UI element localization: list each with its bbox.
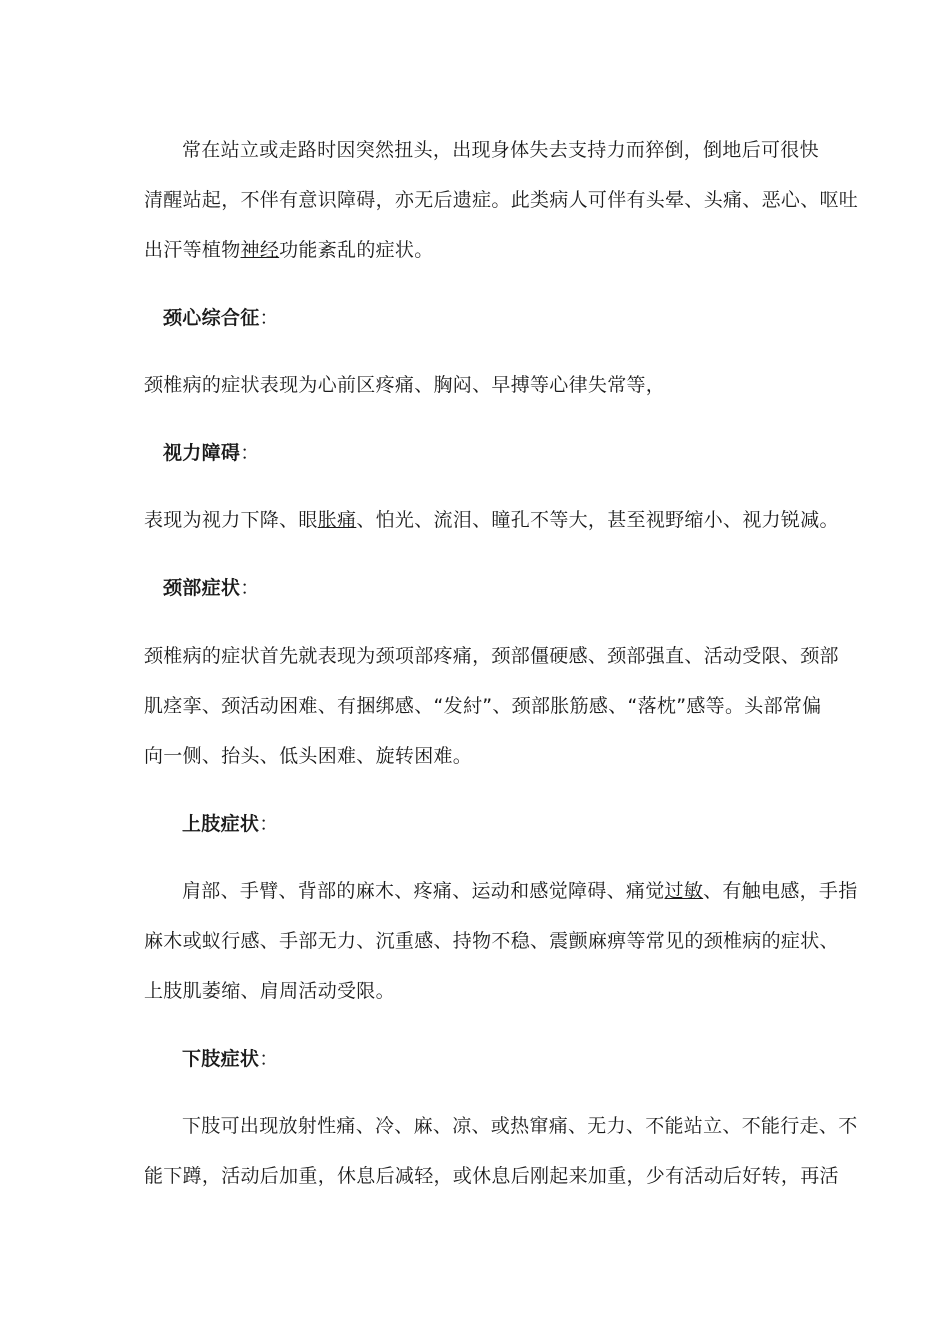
- heading-colon: ：: [259, 813, 279, 835]
- link-zhangtong[interactable]: 胀痛: [317, 509, 357, 531]
- text-line: 能下蹲，活动后加重，休息后减轻，或休息后刚起来加重，少有活动后好转，再活: [144, 1165, 839, 1187]
- heading-colon: ：: [240, 577, 260, 599]
- text-span: 表现为视力下降、眼: [144, 509, 318, 531]
- paragraph-lower-limb: [144, 1101, 858, 1201]
- heading-colon: ：: [259, 307, 279, 329]
- link-shenjing[interactable]: 神经: [240, 239, 280, 261]
- text-line: 颈椎病的症状首先就表现为颈项部疼痛，颈部僵硬感、颈部强直、活动受限、颈部: [144, 645, 839, 667]
- heading-vision: [163, 438, 260, 468]
- heading-title: 颈心综合征: [163, 307, 260, 329]
- text-span: 功能紊乱的症状。: [279, 239, 434, 261]
- text-line: [144, 866, 858, 916]
- text-span: 、有触电感，手指: [703, 880, 858, 902]
- text-line: 常在站立或走路时因突然扭头，出现身体失去支持力而猝倒，倒地后可很快: [182, 139, 819, 161]
- text-line: 上肢肌萎缩、肩周活动受限。: [144, 980, 395, 1002]
- text-line: 下肢可出现放射性痛、冷、麻、凉、或热窜痛、无力、不能站立、不能行走、不: [182, 1115, 858, 1137]
- text-line: 清醒站起，不伴有意识障碍，亦无后遗症。此类病人可伴有头晕、头痛、恶心、呕吐: [144, 189, 859, 211]
- heading-colon: ：: [240, 442, 260, 464]
- text-span: 肩部、手臂、背部的麻木、疼痛、运动和感觉障碍、痛觉: [182, 880, 665, 902]
- paragraph-upper-limb: [144, 866, 858, 1016]
- text-span: 出汗等植物: [144, 239, 241, 261]
- heading-title: 颈部症状: [163, 577, 241, 599]
- heading-neck: [163, 573, 260, 603]
- heading-colon: ：: [259, 1048, 279, 1070]
- heading-upper-limb: [182, 809, 279, 839]
- heading-lower-limb: [182, 1044, 279, 1074]
- heading-title: 上肢症状: [182, 813, 260, 835]
- text-line: 麻木或蚁行感、手部无力、沉重感、持物不稳、震颤麻痹等常见的颈椎病的症状、: [144, 930, 839, 952]
- heading-title: 视力障碍: [163, 442, 241, 464]
- text-line: [144, 495, 839, 545]
- link-guomin[interactable]: 过敏: [664, 880, 704, 902]
- text-line: 颈椎病的症状表现为心前区疼痛、胸闷、早搏等心律失常等，: [144, 374, 666, 396]
- paragraph-drop-attack: [144, 125, 859, 275]
- heading-title: 下肢症状: [182, 1048, 260, 1070]
- text-line: 向一侧、抬头、低头困难、旋转困难。: [144, 745, 473, 767]
- text-line: 肌痉挛、颈活动困难、有捆绑感、“发紂”、颈部胀筋感、“落枕”感等。头部常偏: [144, 695, 822, 717]
- text-line: [144, 225, 812, 275]
- paragraph-neck: [144, 631, 839, 781]
- text-span: 、怕光、流泪、瞳孔不等大，甚至视野缩小、视力锐减。: [356, 509, 839, 531]
- paragraph-vision: [144, 495, 839, 545]
- heading-cervical-cardiac: [163, 303, 279, 333]
- paragraph-cardiac: [144, 360, 812, 410]
